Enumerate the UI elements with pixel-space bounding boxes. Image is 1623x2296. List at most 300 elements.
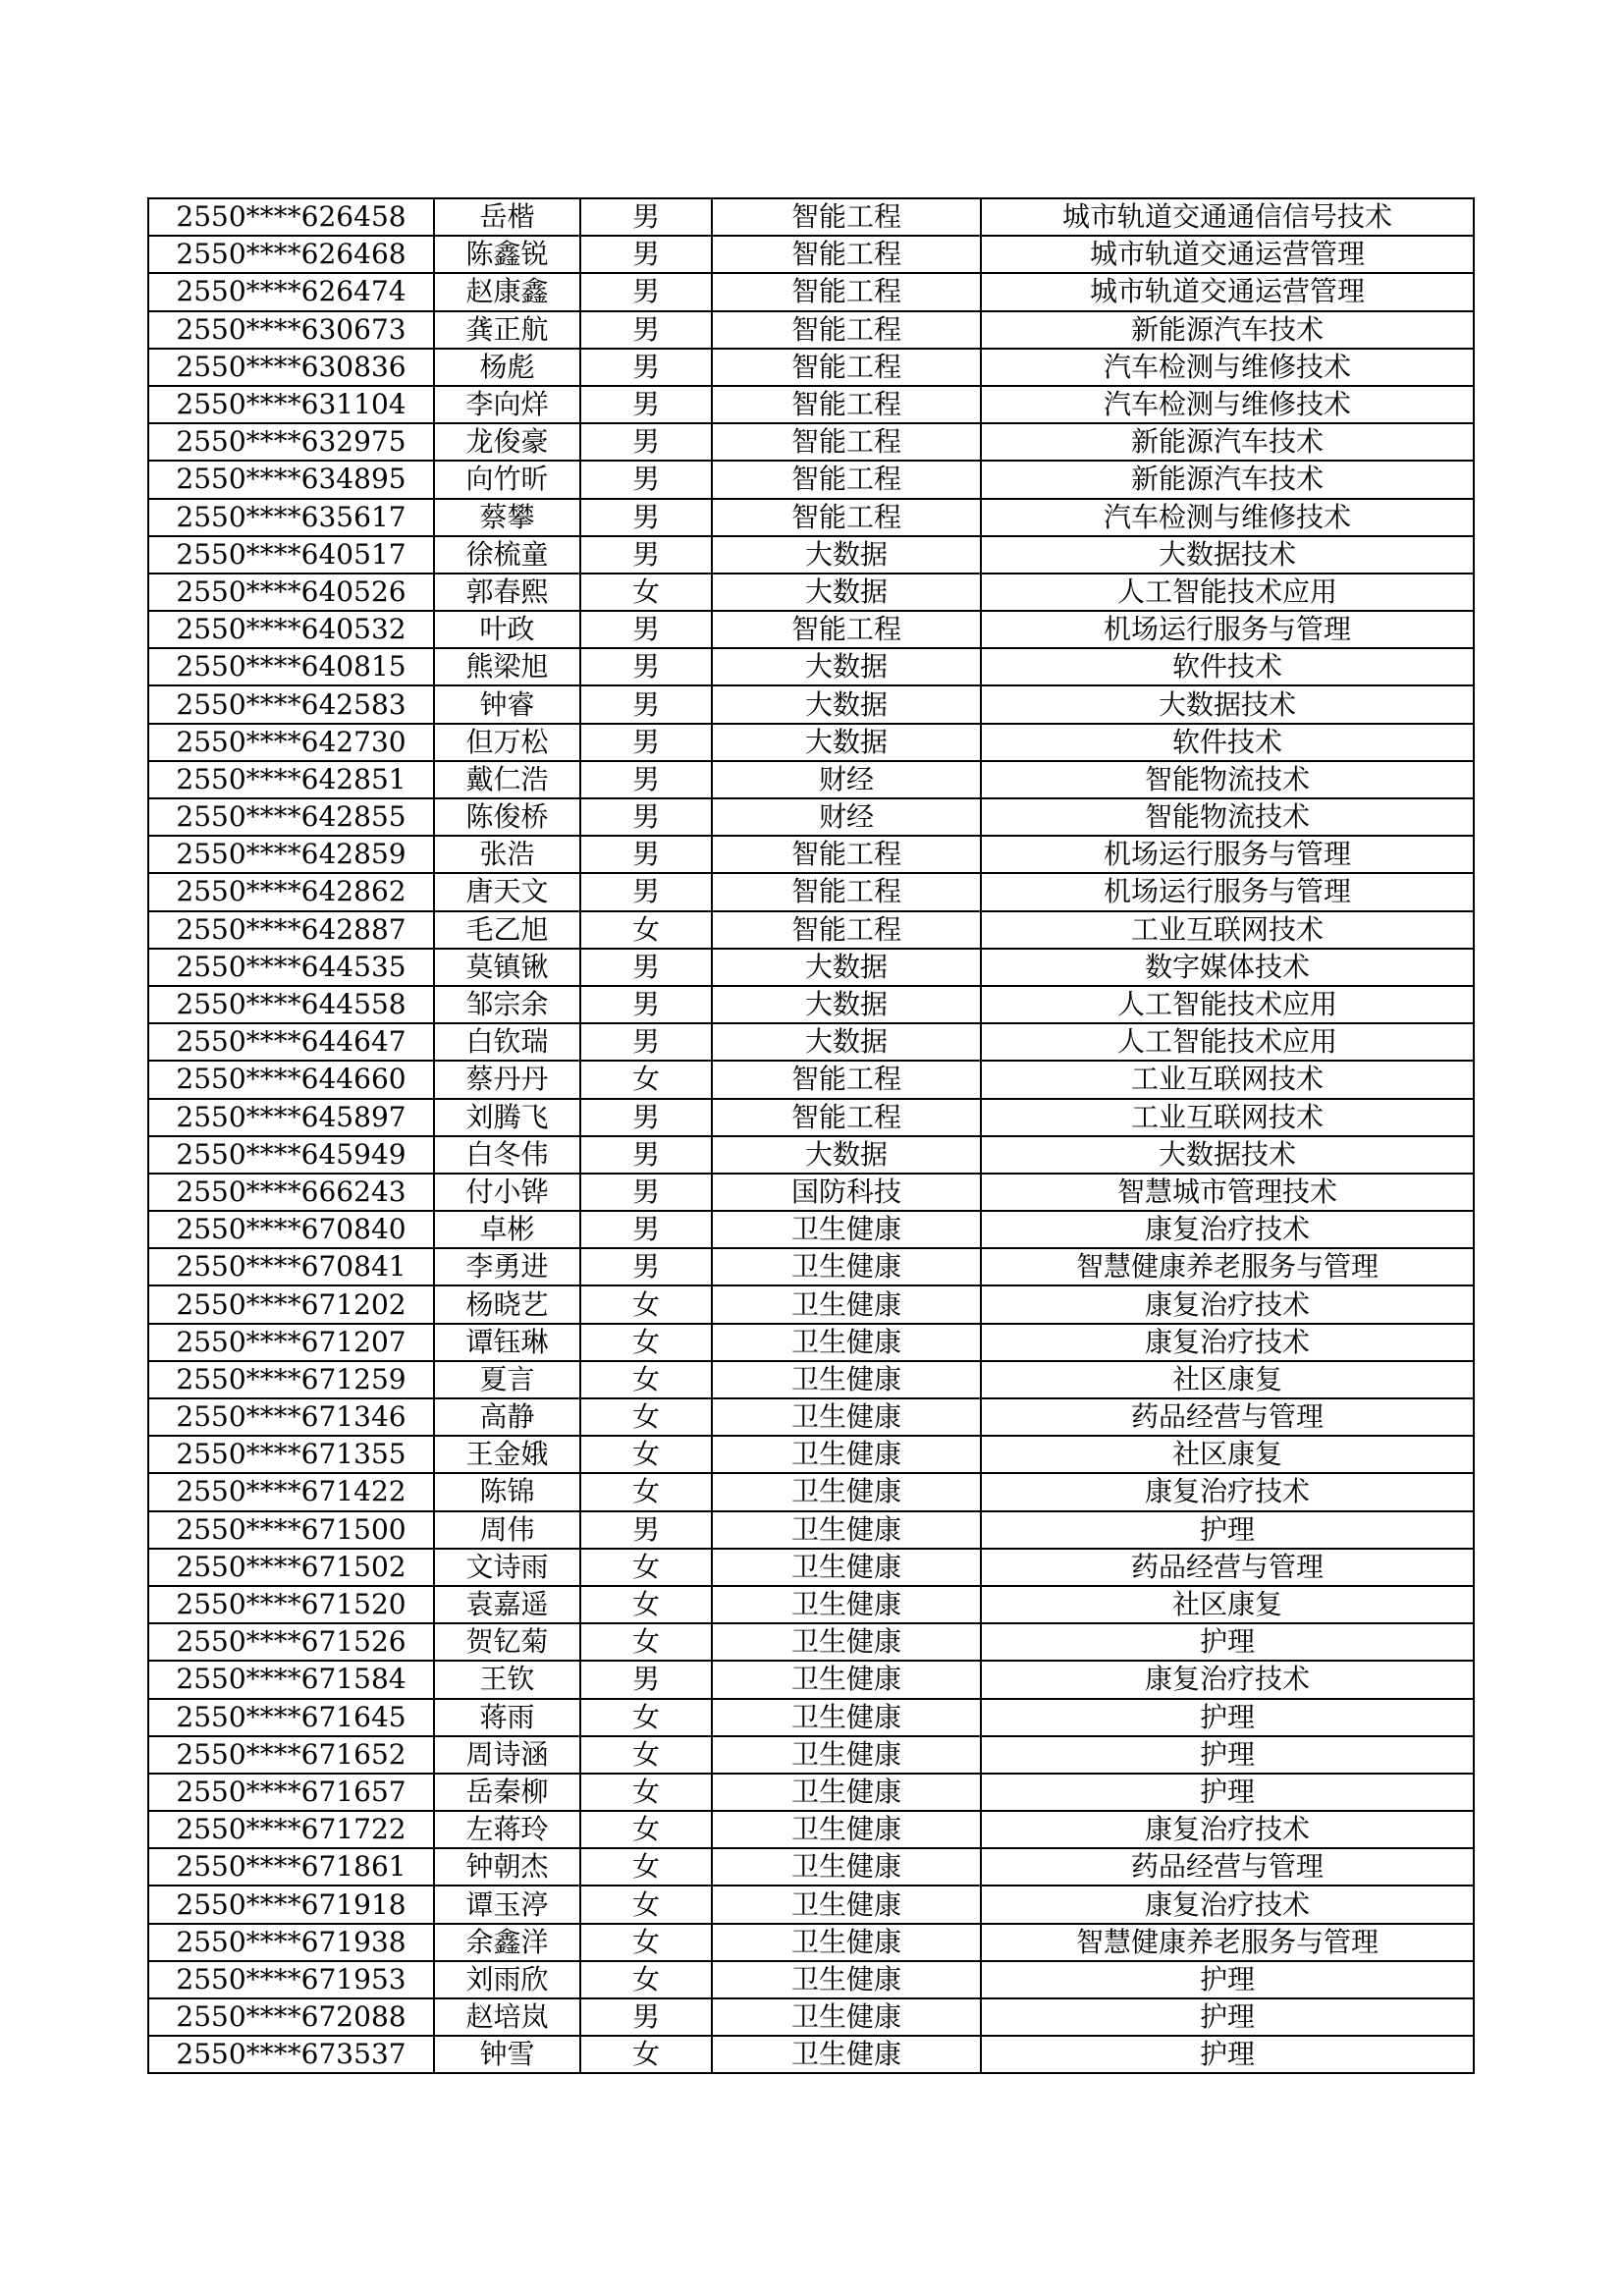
gender-cell: 男 <box>580 798 712 836</box>
table-row <box>148 1285 1474 1323</box>
table-row <box>148 761 1474 798</box>
major-cell: 新能源汽车技术 <box>981 461 1474 498</box>
major-cell: 大数据技术 <box>981 685 1474 723</box>
table-row <box>148 1848 1474 1886</box>
department-cell: 智能工程 <box>712 1061 981 1098</box>
exam-id-cell: 2550****644535 <box>148 949 434 986</box>
name-cell: 陈俊桥 <box>434 798 580 836</box>
table-row <box>148 273 1474 310</box>
department-cell: 智能工程 <box>712 311 981 349</box>
gender-cell: 女 <box>580 1961 712 1998</box>
exam-id-cell: 2550****670841 <box>148 1248 434 1285</box>
department-cell: 智能工程 <box>712 198 981 236</box>
gender-cell: 女 <box>580 1361 712 1398</box>
gender-cell: 男 <box>580 499 712 536</box>
exam-id-cell: 2550****644660 <box>148 1061 434 1098</box>
table-row <box>148 1736 1474 1774</box>
department-cell: 大数据 <box>712 648 981 685</box>
name-cell: 刘腾飞 <box>434 1099 580 1136</box>
department-cell: 卫生健康 <box>712 1248 981 1285</box>
exam-id-cell: 2550****671422 <box>148 1473 434 1510</box>
name-cell: 莫镇锹 <box>434 949 580 986</box>
exam-id-cell: 2550****671657 <box>148 1774 434 1811</box>
major-cell: 汽车检测与维修技术 <box>981 349 1474 386</box>
gender-cell: 男 <box>580 1099 712 1136</box>
major-cell: 护理 <box>981 2036 1474 2073</box>
name-cell: 赵培岚 <box>434 1998 580 2036</box>
gender-cell: 男 <box>580 1511 712 1549</box>
exam-id-cell: 2550****642730 <box>148 724 434 761</box>
exam-id-cell: 2550****671953 <box>148 1961 434 1998</box>
exam-id-cell: 2550****645897 <box>148 1099 434 1136</box>
name-cell: 高静 <box>434 1398 580 1436</box>
department-cell: 卫生健康 <box>712 1924 981 1961</box>
name-cell: 文诗雨 <box>434 1549 580 1586</box>
table-row <box>148 1099 1474 1136</box>
department-cell: 卫生健康 <box>712 1285 981 1323</box>
gender-cell: 男 <box>580 1998 712 2036</box>
exam-id-cell: 2550****671722 <box>148 1811 434 1848</box>
name-cell: 余鑫洋 <box>434 1924 580 1961</box>
gender-cell: 男 <box>580 1661 712 1698</box>
exam-id-cell: 2550****671584 <box>148 1661 434 1698</box>
exam-id-cell: 2550****673537 <box>148 2036 434 2073</box>
department-cell: 智能工程 <box>712 836 981 873</box>
name-cell: 邹宗余 <box>434 986 580 1023</box>
gender-cell: 男 <box>580 873 712 910</box>
major-cell: 智慧城市管理技术 <box>981 1174 1474 1211</box>
gender-cell: 男 <box>580 386 712 423</box>
table-row <box>148 1136 1474 1174</box>
name-cell: 贺钇菊 <box>434 1623 580 1661</box>
major-cell: 大数据技术 <box>981 536 1474 574</box>
gender-cell: 男 <box>580 1174 712 1211</box>
name-cell: 白冬伟 <box>434 1136 580 1174</box>
table-row <box>148 1924 1474 1961</box>
gender-cell: 男 <box>580 1023 712 1061</box>
gender-cell: 女 <box>580 1811 712 1848</box>
exam-id-cell: 2550****642855 <box>148 798 434 836</box>
department-cell: 卫生健康 <box>712 1473 981 1510</box>
name-cell: 龚正航 <box>434 311 580 349</box>
name-cell: 钟朝杰 <box>434 1848 580 1886</box>
table-row <box>148 1398 1474 1436</box>
exam-id-cell: 2550****645949 <box>148 1136 434 1174</box>
major-cell: 康复治疗技术 <box>981 1886 1474 1923</box>
gender-cell: 女 <box>580 1285 712 1323</box>
name-cell: 张浩 <box>434 836 580 873</box>
table-row <box>148 1023 1474 1061</box>
gender-cell: 男 <box>580 1211 712 1248</box>
name-cell: 卓彬 <box>434 1211 580 1248</box>
gender-cell: 女 <box>580 1623 712 1661</box>
gender-cell: 男 <box>580 986 712 1023</box>
exam-id-cell: 2550****672088 <box>148 1998 434 2036</box>
table-row <box>148 1623 1474 1661</box>
gender-cell: 女 <box>580 1736 712 1774</box>
major-cell: 康复治疗技术 <box>981 1811 1474 1848</box>
exam-id-cell: 2550****671861 <box>148 1848 434 1886</box>
name-cell: 袁嘉遥 <box>434 1586 580 1623</box>
name-cell: 陈锦 <box>434 1473 580 1510</box>
table-row <box>148 1586 1474 1623</box>
name-cell: 谭玉渟 <box>434 1886 580 1923</box>
department-cell: 卫生健康 <box>712 1436 981 1473</box>
department-cell: 大数据 <box>712 574 981 611</box>
exam-id-cell: 2550****671500 <box>148 1511 434 1549</box>
exam-id-cell: 2550****644558 <box>148 986 434 1023</box>
exam-id-cell: 2550****626458 <box>148 198 434 236</box>
major-cell: 智慧健康养老服务与管理 <box>981 1248 1474 1285</box>
exam-id-cell: 2550****640815 <box>148 648 434 685</box>
major-cell: 机场运行服务与管理 <box>981 836 1474 873</box>
name-cell: 陈鑫锐 <box>434 236 580 273</box>
department-cell: 卫生健康 <box>712 1324 981 1361</box>
exam-id-cell: 2550****626474 <box>148 273 434 310</box>
table-row <box>148 1998 1474 2036</box>
table-row <box>148 1886 1474 1923</box>
major-cell: 软件技术 <box>981 648 1474 685</box>
gender-cell: 男 <box>580 949 712 986</box>
gender-cell: 女 <box>580 1924 712 1961</box>
department-cell: 卫生健康 <box>712 1811 981 1848</box>
major-cell: 软件技术 <box>981 724 1474 761</box>
table-row <box>148 499 1474 536</box>
major-cell: 大数据技术 <box>981 1136 1474 1174</box>
name-cell: 杨彪 <box>434 349 580 386</box>
gender-cell: 女 <box>580 1061 712 1098</box>
exam-id-cell: 2550****642851 <box>148 761 434 798</box>
major-cell: 工业互联网技术 <box>981 911 1474 949</box>
name-cell: 赵康鑫 <box>434 273 580 310</box>
department-cell: 智能工程 <box>712 236 981 273</box>
name-cell: 岳楷 <box>434 198 580 236</box>
name-cell: 白钦瑞 <box>434 1023 580 1061</box>
name-cell: 杨晓艺 <box>434 1285 580 1323</box>
name-cell: 郭春熙 <box>434 574 580 611</box>
major-cell: 护理 <box>981 1511 1474 1549</box>
department-cell: 卫生健康 <box>712 1586 981 1623</box>
major-cell: 城市轨道交通运营管理 <box>981 236 1474 273</box>
name-cell: 向竹昕 <box>434 461 580 498</box>
table-row <box>148 1961 1474 1998</box>
major-cell: 人工智能技术应用 <box>981 574 1474 611</box>
major-cell: 社区康复 <box>981 1436 1474 1473</box>
table-row <box>148 1473 1474 1510</box>
department-cell: 卫生健康 <box>712 1211 981 1248</box>
major-cell: 护理 <box>981 1774 1474 1811</box>
major-cell: 工业互联网技术 <box>981 1099 1474 1136</box>
gender-cell: 女 <box>580 1436 712 1473</box>
exam-id-cell: 2550****635617 <box>148 499 434 536</box>
gender-cell: 男 <box>580 836 712 873</box>
gender-cell: 男 <box>580 648 712 685</box>
table-row <box>148 198 1474 236</box>
table-row <box>148 836 1474 873</box>
gender-cell: 男 <box>580 236 712 273</box>
major-cell: 新能源汽车技术 <box>981 311 1474 349</box>
gender-cell: 女 <box>580 1549 712 1586</box>
name-cell: 王金娥 <box>434 1436 580 1473</box>
department-cell: 智能工程 <box>712 349 981 386</box>
gender-cell: 女 <box>580 574 712 611</box>
table-row <box>148 1174 1474 1211</box>
table-row <box>148 461 1474 498</box>
exam-id-cell: 2550****671645 <box>148 1699 434 1736</box>
name-cell: 付小铧 <box>434 1174 580 1211</box>
major-cell: 工业互联网技术 <box>981 1061 1474 1098</box>
major-cell: 数字媒体技术 <box>981 949 1474 986</box>
table-row <box>148 423 1474 461</box>
exam-id-cell: 2550****640517 <box>148 536 434 574</box>
exam-id-cell: 2550****631104 <box>148 386 434 423</box>
major-cell: 护理 <box>981 1623 1474 1661</box>
table-row <box>148 798 1474 836</box>
department-cell: 大数据 <box>712 1023 981 1061</box>
exam-id-cell: 2550****642859 <box>148 836 434 873</box>
major-cell: 护理 <box>981 1998 1474 2036</box>
exam-id-cell: 2550****630673 <box>148 311 434 349</box>
major-cell: 机场运行服务与管理 <box>981 611 1474 648</box>
department-cell: 财经 <box>712 798 981 836</box>
name-cell: 熊梁旭 <box>434 648 580 685</box>
exam-id-cell: 2550****630836 <box>148 349 434 386</box>
exam-id-cell: 2550****644647 <box>148 1023 434 1061</box>
exam-id-cell: 2550****642887 <box>148 911 434 949</box>
major-cell: 护理 <box>981 1699 1474 1736</box>
exam-id-cell: 2550****671520 <box>148 1586 434 1623</box>
table-row <box>148 1061 1474 1098</box>
name-cell: 徐梳童 <box>434 536 580 574</box>
department-cell: 卫生健康 <box>712 1736 981 1774</box>
name-cell: 叶政 <box>434 611 580 648</box>
name-cell: 刘雨欣 <box>434 1961 580 1998</box>
table-row <box>148 1511 1474 1549</box>
table-row <box>148 349 1474 386</box>
department-cell: 卫生健康 <box>712 1998 981 2036</box>
department-cell: 卫生健康 <box>712 1398 981 1436</box>
gender-cell: 男 <box>580 198 712 236</box>
exam-id-cell: 2550****671355 <box>148 1436 434 1473</box>
table-body <box>148 198 1474 2073</box>
department-cell: 大数据 <box>712 949 981 986</box>
exam-id-cell: 2550****632975 <box>148 423 434 461</box>
name-cell: 周诗涵 <box>434 1736 580 1774</box>
exam-id-cell: 2550****671346 <box>148 1398 434 1436</box>
name-cell: 李向烊 <box>434 386 580 423</box>
table-row <box>148 986 1474 1023</box>
major-cell: 康复治疗技术 <box>981 1285 1474 1323</box>
major-cell: 人工智能技术应用 <box>981 1023 1474 1061</box>
department-cell: 智能工程 <box>712 911 981 949</box>
exam-id-cell: 2550****671526 <box>148 1623 434 1661</box>
exam-id-cell: 2550****640532 <box>148 611 434 648</box>
exam-id-cell: 2550****671207 <box>148 1324 434 1361</box>
major-cell: 智能物流技术 <box>981 761 1474 798</box>
major-cell: 护理 <box>981 1961 1474 1998</box>
department-cell: 智能工程 <box>712 1099 981 1136</box>
major-cell: 汽车检测与维修技术 <box>981 386 1474 423</box>
table-row <box>148 1361 1474 1398</box>
department-cell: 智能工程 <box>712 273 981 310</box>
major-cell: 药品经营与管理 <box>981 1848 1474 1886</box>
gender-cell: 男 <box>580 273 712 310</box>
major-cell: 药品经营与管理 <box>981 1398 1474 1436</box>
name-cell: 王钦 <box>434 1661 580 1698</box>
major-cell: 人工智能技术应用 <box>981 986 1474 1023</box>
gender-cell: 女 <box>580 1886 712 1923</box>
major-cell: 药品经营与管理 <box>981 1549 1474 1586</box>
department-cell: 大数据 <box>712 724 981 761</box>
exam-id-cell: 2550****640526 <box>148 574 434 611</box>
table-row <box>148 911 1474 949</box>
table-row <box>148 536 1474 574</box>
name-cell: 但万松 <box>434 724 580 761</box>
name-cell: 钟雪 <box>434 2036 580 2073</box>
department-cell: 智能工程 <box>712 386 981 423</box>
name-cell: 唐天文 <box>434 873 580 910</box>
gender-cell: 女 <box>580 1848 712 1886</box>
exam-id-cell: 2550****634895 <box>148 461 434 498</box>
department-cell: 卫生健康 <box>712 1623 981 1661</box>
exam-id-cell: 2550****670840 <box>148 1211 434 1248</box>
table-row <box>148 2036 1474 2073</box>
department-cell: 智能工程 <box>712 873 981 910</box>
department-cell: 卫生健康 <box>712 1886 981 1923</box>
major-cell: 康复治疗技术 <box>981 1324 1474 1361</box>
major-cell: 智能物流技术 <box>981 798 1474 836</box>
department-cell: 智能工程 <box>712 499 981 536</box>
table-row <box>148 1211 1474 1248</box>
gender-cell: 男 <box>580 1136 712 1174</box>
name-cell: 毛乙旭 <box>434 911 580 949</box>
name-cell: 龙俊豪 <box>434 423 580 461</box>
name-cell: 蒋雨 <box>434 1699 580 1736</box>
table-row <box>148 873 1474 910</box>
gender-cell: 男 <box>580 611 712 648</box>
major-cell: 城市轨道交通通信信号技术 <box>981 198 1474 236</box>
department-cell: 大数据 <box>712 536 981 574</box>
table-row <box>148 949 1474 986</box>
major-cell: 汽车检测与维修技术 <box>981 499 1474 536</box>
gender-cell: 女 <box>580 911 712 949</box>
gender-cell: 男 <box>580 536 712 574</box>
name-cell: 钟睿 <box>434 685 580 723</box>
table-row <box>148 1811 1474 1848</box>
table-row <box>148 236 1474 273</box>
exam-id-cell: 2550****671938 <box>148 1924 434 1961</box>
name-cell: 周伟 <box>434 1511 580 1549</box>
gender-cell: 男 <box>580 349 712 386</box>
table-row <box>148 574 1474 611</box>
major-cell: 社区康复 <box>981 1361 1474 1398</box>
department-cell: 智能工程 <box>712 423 981 461</box>
exam-id-cell: 2550****642862 <box>148 873 434 910</box>
table-row <box>148 611 1474 648</box>
table-row <box>148 1248 1474 1285</box>
department-cell: 国防科技 <box>712 1174 981 1211</box>
gender-cell: 女 <box>580 2036 712 2073</box>
department-cell: 卫生健康 <box>712 1699 981 1736</box>
exam-id-cell: 2550****642583 <box>148 685 434 723</box>
name-cell: 戴仁浩 <box>434 761 580 798</box>
table-row <box>148 724 1474 761</box>
gender-cell: 女 <box>580 1586 712 1623</box>
exam-id-cell: 2550****671502 <box>148 1549 434 1586</box>
major-cell: 康复治疗技术 <box>981 1473 1474 1510</box>
exam-id-cell: 2550****671202 <box>148 1285 434 1323</box>
table-row <box>148 1324 1474 1361</box>
name-cell: 岳秦柳 <box>434 1774 580 1811</box>
department-cell: 卫生健康 <box>712 1511 981 1549</box>
table-row <box>148 1699 1474 1736</box>
table-row <box>148 386 1474 423</box>
name-cell: 蔡攀 <box>434 499 580 536</box>
department-cell: 卫生健康 <box>712 1361 981 1398</box>
department-cell: 卫生健康 <box>712 1961 981 1998</box>
table-row <box>148 685 1474 723</box>
gender-cell: 男 <box>580 1248 712 1285</box>
name-cell: 李勇进 <box>434 1248 580 1285</box>
exam-id-cell: 2550****671652 <box>148 1736 434 1774</box>
major-cell: 社区康复 <box>981 1586 1474 1623</box>
gender-cell: 男 <box>580 685 712 723</box>
department-cell: 卫生健康 <box>712 1774 981 1811</box>
table-row <box>148 1774 1474 1811</box>
table-row <box>148 648 1474 685</box>
table-row <box>148 311 1474 349</box>
department-cell: 卫生健康 <box>712 1549 981 1586</box>
name-cell: 夏言 <box>434 1361 580 1398</box>
gender-cell: 男 <box>580 423 712 461</box>
department-cell: 智能工程 <box>712 461 981 498</box>
major-cell: 新能源汽车技术 <box>981 423 1474 461</box>
department-cell: 大数据 <box>712 1136 981 1174</box>
exam-id-cell: 2550****671259 <box>148 1361 434 1398</box>
student-table <box>147 197 1475 2074</box>
department-cell: 大数据 <box>712 986 981 1023</box>
gender-cell: 男 <box>580 761 712 798</box>
department-cell: 智能工程 <box>712 611 981 648</box>
gender-cell: 男 <box>580 311 712 349</box>
gender-cell: 女 <box>580 1699 712 1736</box>
name-cell: 左蒋玲 <box>434 1811 580 1848</box>
table-row <box>148 1661 1474 1698</box>
gender-cell: 女 <box>580 1774 712 1811</box>
gender-cell: 男 <box>580 461 712 498</box>
major-cell: 康复治疗技术 <box>981 1211 1474 1248</box>
gender-cell: 男 <box>580 724 712 761</box>
table-row <box>148 1436 1474 1473</box>
gender-cell: 女 <box>580 1398 712 1436</box>
gender-cell: 女 <box>580 1473 712 1510</box>
major-cell: 城市轨道交通运营管理 <box>981 273 1474 310</box>
major-cell: 机场运行服务与管理 <box>981 873 1474 910</box>
exam-id-cell: 2550****671918 <box>148 1886 434 1923</box>
department-cell: 大数据 <box>712 685 981 723</box>
major-cell: 康复治疗技术 <box>981 1661 1474 1698</box>
department-cell: 卫生健康 <box>712 1661 981 1698</box>
major-cell: 护理 <box>981 1736 1474 1774</box>
exam-id-cell: 2550****626468 <box>148 236 434 273</box>
department-cell: 财经 <box>712 761 981 798</box>
major-cell: 智慧健康养老服务与管理 <box>981 1924 1474 1961</box>
name-cell: 谭钰琳 <box>434 1324 580 1361</box>
department-cell: 卫生健康 <box>712 2036 981 2073</box>
exam-id-cell: 2550****666243 <box>148 1174 434 1211</box>
gender-cell: 女 <box>580 1324 712 1361</box>
table-row <box>148 1549 1474 1586</box>
